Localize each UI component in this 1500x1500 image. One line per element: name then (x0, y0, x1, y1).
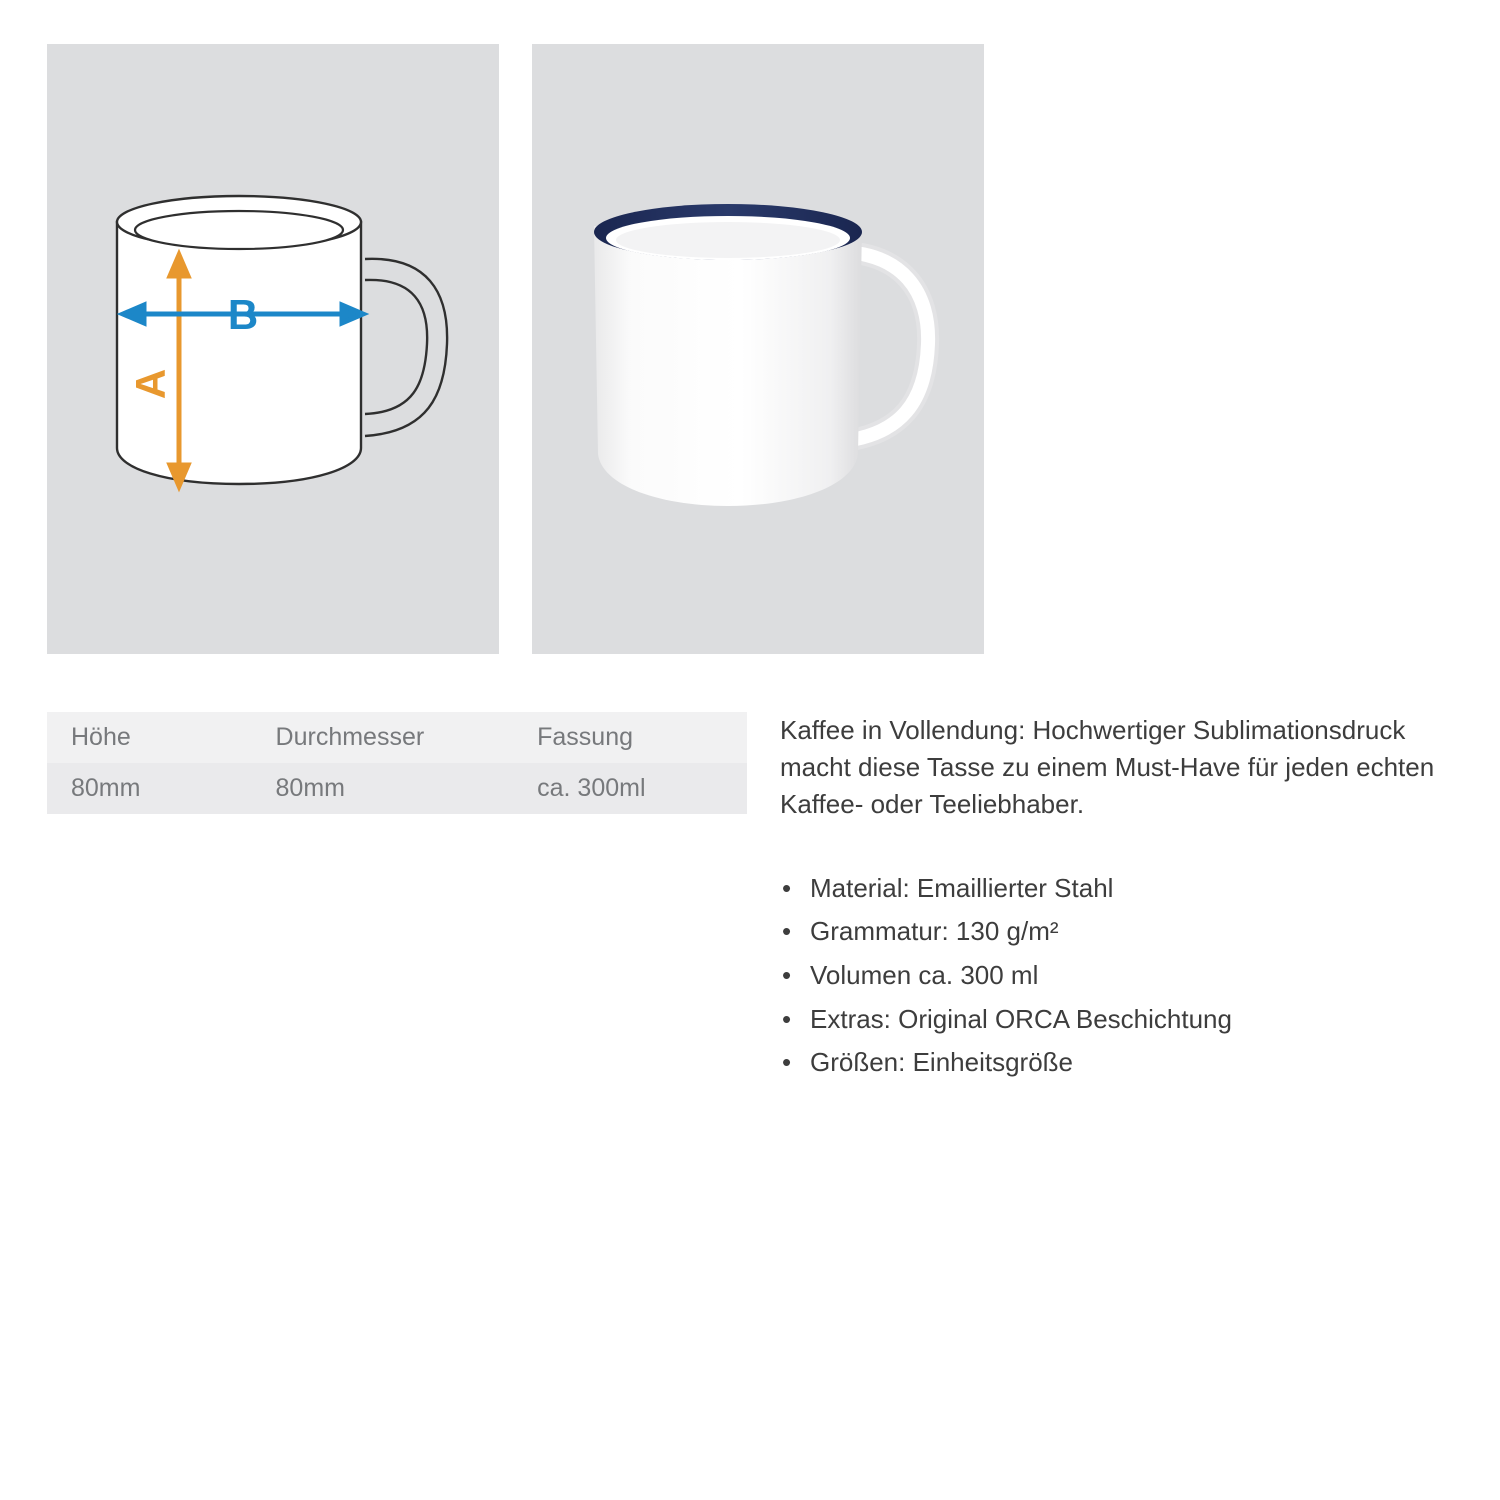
cell-capacity-value: ca. 300ml (537, 774, 646, 802)
feature-text: Extras: Original ORCA Beschichtung (810, 1003, 1232, 1034)
product-image-panels (47, 44, 984, 654)
bullet-icon: • (782, 1003, 792, 1034)
table-row (47, 763, 747, 814)
feature-text: Größen: Einheitsgröße (810, 1047, 1074, 1078)
list-item (780, 910, 1470, 954)
table-header-row (47, 712, 747, 763)
mug-dimension-diagram-panel (47, 44, 499, 654)
feature-text: Volumen ca. 300 ml (810, 960, 1039, 991)
mug-dimension-diagram-svg (47, 44, 499, 654)
feature-text: Grammatur: 130 g/m² (810, 916, 1059, 947)
column-header-height: Höhe (71, 723, 131, 751)
list-item (780, 1041, 1470, 1085)
product-description (780, 712, 1470, 1085)
bullet-icon: • (782, 1047, 792, 1078)
column-header-capacity: Fassung (537, 723, 634, 751)
cell-height-value: 80mm (71, 774, 141, 802)
bullet-icon: • (782, 872, 792, 903)
list-item (780, 954, 1470, 998)
description-intro: Kaffee in Vollendung: Hochwertiger Sublimationsdruck macht diese Tasse zu einem Must-Have für jeden echten Kaffee- oder Teeliebhaber. (780, 715, 1435, 819)
specification-table (47, 712, 747, 814)
dimension-label-b: B (227, 291, 259, 338)
feature-text: Material: Emaillierter Stahl (810, 872, 1114, 903)
enamel-mug-photo-svg (532, 44, 984, 654)
dimension-label-a: A (127, 368, 174, 400)
cell-diameter-value: 80mm (275, 774, 345, 802)
bullet-icon: • (782, 916, 792, 947)
enamel-mug-photo-panel (532, 44, 984, 654)
list-item (780, 867, 1470, 911)
list-item (780, 998, 1470, 1042)
feature-list (780, 867, 1470, 1085)
bullet-icon: • (782, 960, 792, 991)
column-header-diameter: Durchmesser (275, 723, 425, 751)
